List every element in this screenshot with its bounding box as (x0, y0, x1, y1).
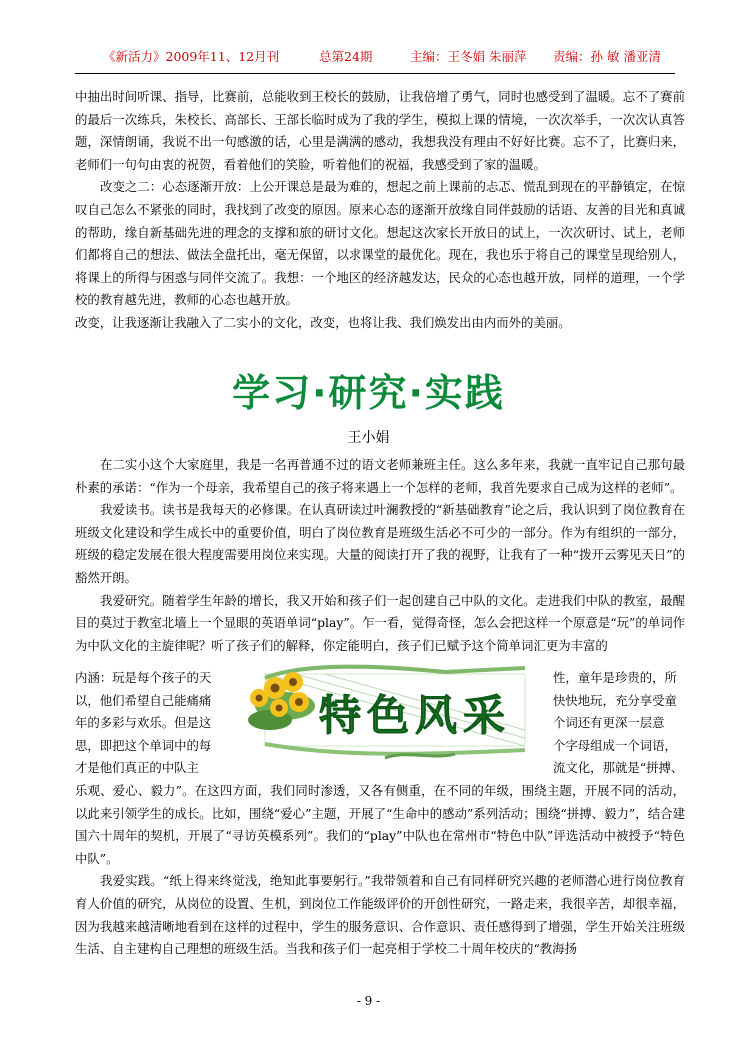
header-resp-editors: 责编：孙 敏 潘亚清 (553, 49, 661, 64)
wrap-text-right (553, 667, 685, 780)
header-editors: 主编：王冬娟 朱丽萍 (410, 49, 527, 64)
wrap-line: 年的多彩与欢乐。但是这 (75, 715, 212, 731)
header-issue: 《新活力》2009年11、12月刊 (103, 49, 280, 64)
running-header (75, 47, 675, 65)
wrap-line: 快快地玩，充分享受童 (553, 692, 677, 708)
paragraph: 中抽出时间听课、指导，比赛前，总能收到王校长的鼓励，让我倍增了勇气，同时也感受到了温暖。忘不了赛前的最后一次练兵，朱校长、高部长、王部长临时成为了我的学生，模拟上课的情境，一次次举手，一次次认真答题，深情朗诵，我说不出一句感激的话，心里是满满的感动，我想我没有理由不好好比赛。忘不了，比赛归来，老师们一句句由衷的祝贺，看着他们的笑脸，听着他们的祝福，我感受到了家的温暖。 (75, 89, 685, 172)
paragraph: 改变之二：心态逐渐开放：上公开课总是最为难的，想起之前上课前的忐忑、慌乱到现在的平静镇定，在惊叹自己怎么不紧张的同时，我找到了改变的原因。原来心态的逐渐开放缘自同伴鼓励的话语、友善的目光和真诚的帮助，缘自新基础先进的理念的支撑和旅的研讨文化。想起这次家长开放日的试上，一次次研讨、试上，老师们都将自己的想法、做法全盘托出，毫无保留，以求课堂的最优化。现在，我也乐于将自己的课堂呈现给别人，将课上的所得与困惑与同伴交流了。我想：一个地区的经济越发达，民众的心态也越开放，同样的道理，一个学校的教育越先进，教师的心态也越开放。 (75, 179, 685, 308)
paragraph: 我爱读书。读书是我每天的必修课。在认真研读过叶澜教授的“新基础教育”论之后，我认识到了岗位教育在班级文化建设和学生成长中的重要价值，明白了岗位教育是班级生活必不可少的一部分。作为有组织的一部分，班级的稳定发展在很大程度需要用岗位来实现。大量的阅读打开了我的视野，让我有了一种“拨开云雾见天日”的豁然开朗。 (75, 502, 685, 585)
wrap-line: 性，童年是珍贵的，所 (553, 670, 677, 685)
wrap-line: 流文化，那就是“拼搏、 (553, 760, 684, 776)
wrap-line: 个词还有更深一层意 (553, 715, 665, 731)
paragraph: 在二实小这个大家庭里，我是一名再普通不过的语文老师兼班主任。这么多年来，我就一直牢记自己那句最朴素的承诺：“作为一个母亲，我希望自己的孩子将来遇上一个怎样的老师，我首先要求自己成为这样的老师”。 (75, 457, 685, 495)
wrap-line: 个字母组成一个词语， (553, 737, 677, 753)
wrap-line: 以，他们希望自己能痛痛 (75, 692, 212, 708)
wrap-line: 内涵：玩是每个孩子的天 (75, 670, 212, 685)
banner-title: 特色风采 (318, 691, 512, 740)
header-total: 总第24期 (319, 49, 373, 64)
paragraph: 我爱研究。随着学生年龄的增长，我又开始和孩子们一起创建自己中队的文化。走进我们中队的教室，最醒目的莫过于教室北墙上一个显眼的英语单词“play”。乍一看，觉得奇怪，怎么会把这样一个原意是“玩”的单词作为中队文化的主旋律呢？听了孩子们的解释，你定能明白，孩子们已赋予这个简单词汇更为丰富的 (75, 592, 685, 653)
article-body-top (75, 454, 685, 657)
article-body-bottom (75, 780, 685, 961)
paragraph: 我爱实践。“纸上得来终觉浅，绝知此事要躬行。”我带领着和自己有同样研究兴趣的老师潜心进行岗位教育育人价值的研究，从岗位的设置、生机，到岗位工作能级评价的开创性研究，一路走来，我很辛苦，却很幸福，因为我越来越清晰地看到在这样的过程中，学生的服务意识、合作意识、责任感得到了增强，学生开始关注班级生活、自主建构自己理想的班级生活。当我和孩子们一起亮相于学校二十周年校庆的“教海扬 (75, 873, 685, 957)
paragraph: 改变，让我逐渐让我融入了二实小的文化，改变，也将让我、我们焕发出由内而外的美丽。 (75, 314, 571, 330)
previous-article-body (75, 86, 685, 335)
feature-banner-image (235, 658, 543, 768)
article-author: 王小娟 (347, 430, 390, 446)
article-title: 学习·研究·实践 (232, 371, 505, 415)
wrap-text-left (75, 667, 250, 780)
header-rule (75, 73, 675, 74)
wrap-line: 才是他们真正的中队主 (75, 760, 199, 776)
wrap-line: 思，即把这个单词中的每 (75, 737, 212, 753)
page-number: - 9 - (356, 994, 381, 1008)
banner-graphic (235, 658, 543, 768)
paragraph: 乐观、爱心、毅力”。在这四方面，我们同时渗透，又各有侧重，在不同的年级，围绕主题，开展不同的活动，以此来引领学生的成长。比如，围绕“爱心”主题，开展了“生命中的感动”系列活动；围绕“拼搏、毅力”，结合建国六十周年的契机，开展了“寻访英模系列”。我们的“play”中队也在常州市“特色中队”评选活动中被授予“特色中队”。 (75, 783, 685, 866)
